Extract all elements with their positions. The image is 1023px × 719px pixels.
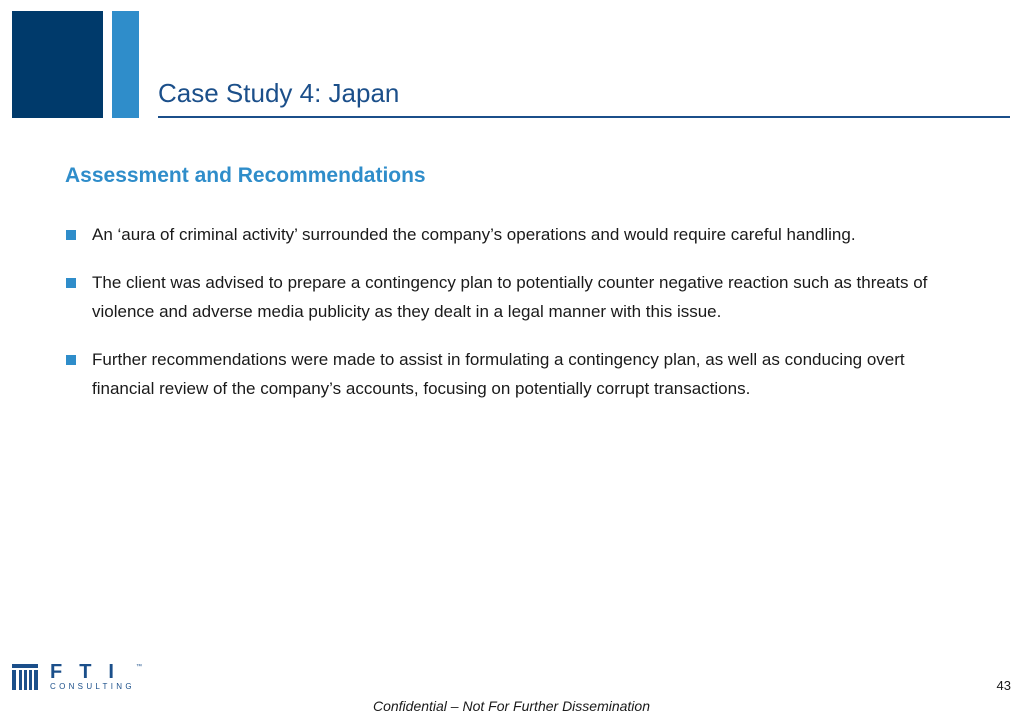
section-heading: Assessment and Recommendations xyxy=(65,164,426,187)
bullet-item xyxy=(66,345,966,403)
fti-consulting-logo xyxy=(12,661,142,694)
square-bullet-icon xyxy=(66,230,76,240)
bullet-list xyxy=(66,220,966,422)
square-bullet-icon xyxy=(66,355,76,365)
bullet-item xyxy=(66,268,966,326)
title-divider xyxy=(158,116,1010,118)
bullet-text: Further recommendations were made to assist in formulating a contingency plan, as well as conducing overt financial review of the company’s accounts, focusing on potentially corrupt transactions. xyxy=(92,350,905,398)
square-bullet-icon xyxy=(66,278,76,288)
header-dark-block xyxy=(12,11,103,118)
slide-title: Case Study 4: Japan xyxy=(158,78,400,108)
page-number: 43 xyxy=(996,678,1011,693)
logo-letters: FTI xyxy=(50,661,131,683)
bullet-text: The client was advised to prepare a contingency plan to potentially counter negative reaction such as threats of violence and adverse media publicity as they dealt in a legal manner with this issue. xyxy=(92,273,928,321)
confidential-note: Confidential – Not For Further Dissemination xyxy=(372,698,650,714)
bullet-text: An ‘aura of criminal activity’ surrounded the company’s operations and would require careful handling. xyxy=(92,225,856,244)
bullet-item xyxy=(66,220,966,249)
header-light-block xyxy=(112,11,139,118)
logo-subtitle: CONSULTING xyxy=(50,682,135,691)
columns-building-icon xyxy=(12,664,38,690)
logo-trademark: ™ xyxy=(136,664,142,670)
